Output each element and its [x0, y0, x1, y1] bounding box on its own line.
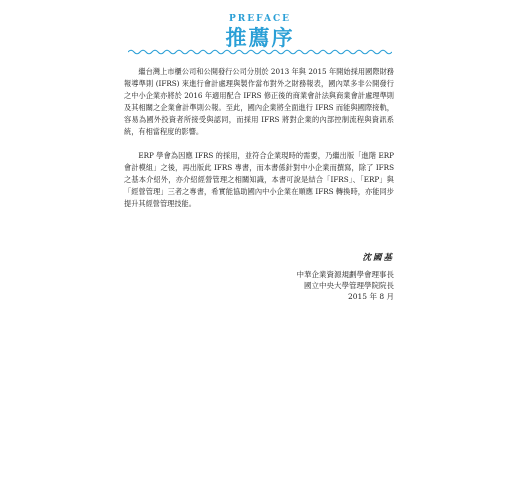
preface-body: [124, 66, 394, 222]
preface-eyebrow: PREFACE: [229, 14, 291, 24]
preface-header: [0, 14, 520, 51]
signature-block: [297, 253, 395, 302]
paragraph-2: ERP 學會為因應 IFRS 的採用，並符合企業現時的需要，乃繼出版「進階 ERP 會計模組」之後，再出版此 IFRS 專書，而本書係針對中小企業而撰寫，除了 IFRS 之基本介紹外，亦介紹經營管理之相關知識，本書可說是結合「IFRS」、「ERP」與「經營管理」三者之專書，希實能協助國內中小企業在順應 IFRS 轉換時，亦能同步提升其經營管理技能。: [124, 151, 394, 208]
page-title: 推薦序: [225, 26, 295, 50]
paragraph-1: 繼台灣上市櫃公司和公開發行公司分別於 2013 年與 2015 年開始採用國際財務報導準則 (IFRS) 來進行會計處理與製作當布對外之財務報表，國內眾多非公開發行之中小企業亦將於 2016 年適用配合 IFRS 修正後的商業會計法與商業會計處理準則及其相關之企業會計準則公報。至此，國內企業將全面進行 IFRS 而能與國際接軌，容易為國外投資者所接受與認同，而採用 IFRS 將對企業的內部控制流程與資訊系統，有相當程度的影響。: [124, 67, 394, 136]
signature-name: 沈國基: [362, 253, 394, 263]
signature-title-2: 國立中央大學管理學院院長: [304, 281, 394, 290]
signature-title-1: 中華企業資源規劃學會理事長: [296, 270, 394, 279]
wave-divider: [128, 48, 392, 56]
signature-date: 2015 年 8 月: [347, 292, 394, 301]
